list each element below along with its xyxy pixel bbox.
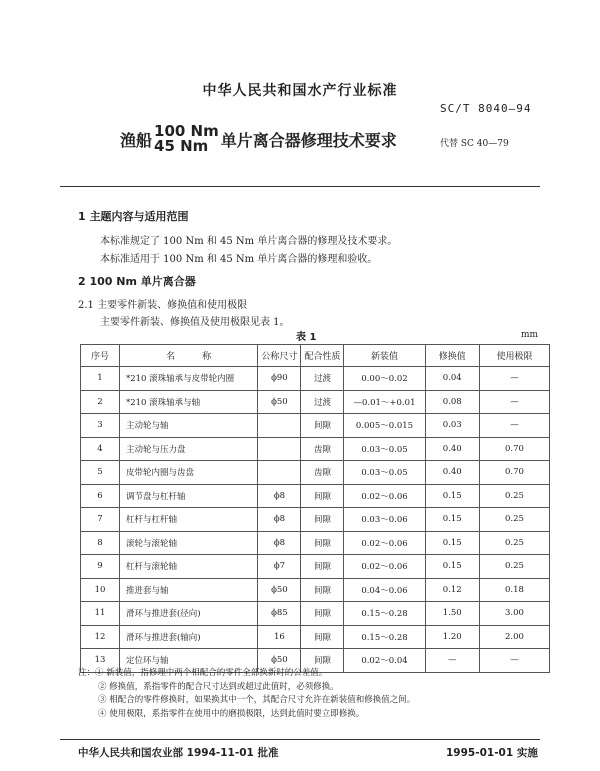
replace-value-cell: 0.08 xyxy=(425,390,479,414)
table-row xyxy=(81,578,550,602)
service-limit-cell: 2.00 xyxy=(479,625,549,649)
title-prefix: 渔船 xyxy=(120,130,153,150)
table-caption: 表 1 xyxy=(296,332,317,343)
nominal-size-cell: ϕ7 xyxy=(258,555,301,579)
table-row xyxy=(81,437,550,461)
replace-value-cell: — xyxy=(425,649,479,673)
nominal-size-cell: ϕ8 xyxy=(258,531,301,555)
service-limit-cell: — xyxy=(479,414,549,438)
name-cell: 主动轮与轴 xyxy=(119,414,257,438)
fit-type-cell: 间隙 xyxy=(301,531,344,555)
title-spec-top: 100 Nm xyxy=(154,122,219,140)
new-value-cell: 0.15～0.28 xyxy=(344,602,425,626)
document-title xyxy=(120,124,397,154)
fit-type-cell: 间隙 xyxy=(301,414,344,438)
nominal-size-cell xyxy=(258,437,301,461)
new-value-cell: 0.15～0.28 xyxy=(344,625,425,649)
name-cell: 杠杆与滚轮轴 xyxy=(119,555,257,579)
name-cell: 主动轮与压力盘 xyxy=(119,437,257,461)
index-cell: 4 xyxy=(81,437,120,461)
fit-type-cell: 间隙 xyxy=(301,649,344,673)
standard-code: SC/T 8040—94 xyxy=(440,102,532,115)
fit-type-cell: 间隙 xyxy=(301,555,344,579)
name-cell: 滑环与推进套(轴向) xyxy=(119,625,257,649)
new-value-cell: 0.005～0.015 xyxy=(344,414,425,438)
replace-value-cell: 0.40 xyxy=(425,461,479,485)
table-row xyxy=(81,367,550,391)
service-limit-cell: 3.00 xyxy=(479,602,549,626)
new-value-cell: 0.02～0.04 xyxy=(344,649,425,673)
name-cell: *210 滚珠轴承与轴 xyxy=(119,390,257,414)
fit-type-cell: 齿隙 xyxy=(301,461,344,485)
table-row xyxy=(81,625,550,649)
table-row xyxy=(81,414,550,438)
nominal-size-cell: ϕ85 xyxy=(258,602,301,626)
notes-label: 注： xyxy=(78,668,96,678)
replace-value-cell: 1.20 xyxy=(425,625,479,649)
index-cell: 12 xyxy=(81,625,120,649)
new-value-cell: 0.02～0.06 xyxy=(344,555,425,579)
new-value-cell: 0.02～0.06 xyxy=(344,484,425,508)
nominal-size-cell: ϕ50 xyxy=(258,578,301,602)
index-cell: 13 xyxy=(81,649,120,673)
note-item: ① 新装值，指修理中两个相配合的零件全部换新时的公差值。 xyxy=(95,668,328,678)
name-cell: *210 滚珠轴承与皮带轮内圈 xyxy=(119,367,257,391)
fit-type-cell: 齿隙 xyxy=(301,437,344,461)
index-cell: 2 xyxy=(81,390,120,414)
table-row xyxy=(81,602,550,626)
table-row xyxy=(81,484,550,508)
index-cell: 11 xyxy=(81,602,120,626)
replace-value-cell: 0.03 xyxy=(425,414,479,438)
nominal-size-cell: 16 xyxy=(258,625,301,649)
index-cell: 10 xyxy=(81,578,120,602)
replace-value-cell: 0.15 xyxy=(425,508,479,532)
replace-value-cell: 0.15 xyxy=(425,555,479,579)
index-cell: 7 xyxy=(81,508,120,532)
fit-type-cell: 间隙 xyxy=(301,508,344,532)
replace-value-cell: 0.15 xyxy=(425,531,479,555)
service-limit-cell: 0.25 xyxy=(479,531,549,555)
approval-line: 中华人民共和国农业部 1994-11-01 批准 xyxy=(78,747,279,759)
header-divider xyxy=(60,186,540,187)
standard-title: 中华人民共和国水产行业标准 xyxy=(202,83,398,99)
service-limit-cell: 0.25 xyxy=(479,555,549,579)
table-notes xyxy=(78,667,415,721)
name-cell: 滚轮与滚轮轴 xyxy=(119,531,257,555)
name-cell: 滑环与推进套(径向) xyxy=(119,602,257,626)
nominal-size-cell: ϕ50 xyxy=(258,649,301,673)
note-item: ② 修换值，系指零件的配合尺寸达到或超过此值时，必须修换。 xyxy=(98,681,339,692)
service-limit-cell: 0.70 xyxy=(479,461,549,485)
section2-1-para: 主要零件新装、修换值及使用极限见表 1。 xyxy=(100,317,290,328)
table-row xyxy=(81,461,550,485)
fit-type-cell: 过渡 xyxy=(301,367,344,391)
fit-type-cell: 过渡 xyxy=(301,390,344,414)
col-header-new-value: 新装值 xyxy=(344,345,425,367)
replace-value-cell: 0.15 xyxy=(425,484,479,508)
table-unit: mm xyxy=(521,330,539,340)
new-value-cell: —0.01～+0.01 xyxy=(344,390,425,414)
new-value-cell: 0.02～0.06 xyxy=(344,531,425,555)
index-cell: 5 xyxy=(81,461,120,485)
nominal-size-cell: ϕ8 xyxy=(258,484,301,508)
col-header-fit-type: 配合性质 xyxy=(301,345,344,367)
col-header-name: 名 称 xyxy=(119,345,257,367)
col-header-replace-value: 修换值 xyxy=(425,345,479,367)
note-item: ④ 使用极限，系指零件在使用中的磨损极限，达到此值时要立即修换。 xyxy=(98,708,365,719)
nominal-size-cell: ϕ90 xyxy=(258,367,301,391)
section1-para2: 本标准适用于 100 Nm 和 45 Nm 单片离合器的修理和验收。 xyxy=(100,254,378,265)
new-value-cell: 0.03～0.05 xyxy=(344,437,425,461)
nominal-size-cell xyxy=(258,461,301,485)
service-limit-cell: — xyxy=(479,390,549,414)
name-cell: 杠杆与杠杆轴 xyxy=(119,508,257,532)
parts-table xyxy=(80,344,550,673)
service-limit-cell: 0.70 xyxy=(479,437,549,461)
name-cell: 皮带轮内圈与齿盘 xyxy=(119,461,257,485)
nominal-size-cell: ϕ50 xyxy=(258,390,301,414)
index-cell: 1 xyxy=(81,367,120,391)
service-limit-cell: 0.25 xyxy=(479,508,549,532)
replace-value-cell: 0.04 xyxy=(425,367,479,391)
title-suffix: 单片离合器修理技术要求 xyxy=(220,130,397,150)
table-row xyxy=(81,555,550,579)
fit-type-cell: 间隙 xyxy=(301,578,344,602)
note-item: ③ 相配合的零件修换时，如果换其中一个，其配合尺寸允许在新装值和修换值之间。 xyxy=(98,695,416,705)
section2-heading: 2 100 Nm 单片离合器 xyxy=(78,275,196,288)
section2-1-heading: 2.1 主要零件新装、修换值和使用极限 xyxy=(78,300,248,311)
service-limit-cell: — xyxy=(479,367,549,391)
name-cell: 调节盘与杠杆轴 xyxy=(119,484,257,508)
index-cell: 6 xyxy=(81,484,120,508)
name-cell: 定位环与轴 xyxy=(119,649,257,673)
new-value-cell: 0.00～0.02 xyxy=(344,367,425,391)
replace-value-cell: 1.50 xyxy=(425,602,479,626)
section1-heading: 1 主题内容与适用范围 xyxy=(78,210,189,223)
title-spec-bottom: 45 Nm xyxy=(154,137,209,155)
implementation-date: 1995-01-01 实施 xyxy=(446,747,538,759)
title-spec-stack xyxy=(154,124,219,154)
table-row xyxy=(81,508,550,532)
new-value-cell: 0.03～0.05 xyxy=(344,461,425,485)
replace-value-cell: 0.12 xyxy=(425,578,479,602)
nominal-size-cell: ϕ8 xyxy=(258,508,301,532)
fit-type-cell: 间隙 xyxy=(301,602,344,626)
service-limit-cell: 0.18 xyxy=(479,578,549,602)
index-cell: 8 xyxy=(81,531,120,555)
replaces-note: 代替 SC 40—79 xyxy=(440,139,509,149)
table-header-row xyxy=(81,345,550,367)
service-limit-cell: 0.25 xyxy=(479,484,549,508)
service-limit-cell: — xyxy=(479,649,549,673)
new-value-cell: 0.03～0.06 xyxy=(344,508,425,532)
fit-type-cell: 间隙 xyxy=(301,484,344,508)
nominal-size-cell xyxy=(258,414,301,438)
index-cell: 3 xyxy=(81,414,120,438)
new-value-cell: 0.04～0.06 xyxy=(344,578,425,602)
col-header-nominal-size: 公称尺寸 xyxy=(258,345,301,367)
table-row xyxy=(81,390,550,414)
footer-divider xyxy=(60,739,540,740)
col-header-index: 序号 xyxy=(81,345,120,367)
name-cell: 推进套与轴 xyxy=(119,578,257,602)
table-row xyxy=(81,531,550,555)
col-header-service-limit: 使用极限 xyxy=(479,345,549,367)
index-cell: 9 xyxy=(81,555,120,579)
replace-value-cell: 0.40 xyxy=(425,437,479,461)
section1-para1: 本标准规定了 100 Nm 和 45 Nm 单片离合器的修理及技术要求。 xyxy=(100,236,398,247)
fit-type-cell: 间隙 xyxy=(301,625,344,649)
